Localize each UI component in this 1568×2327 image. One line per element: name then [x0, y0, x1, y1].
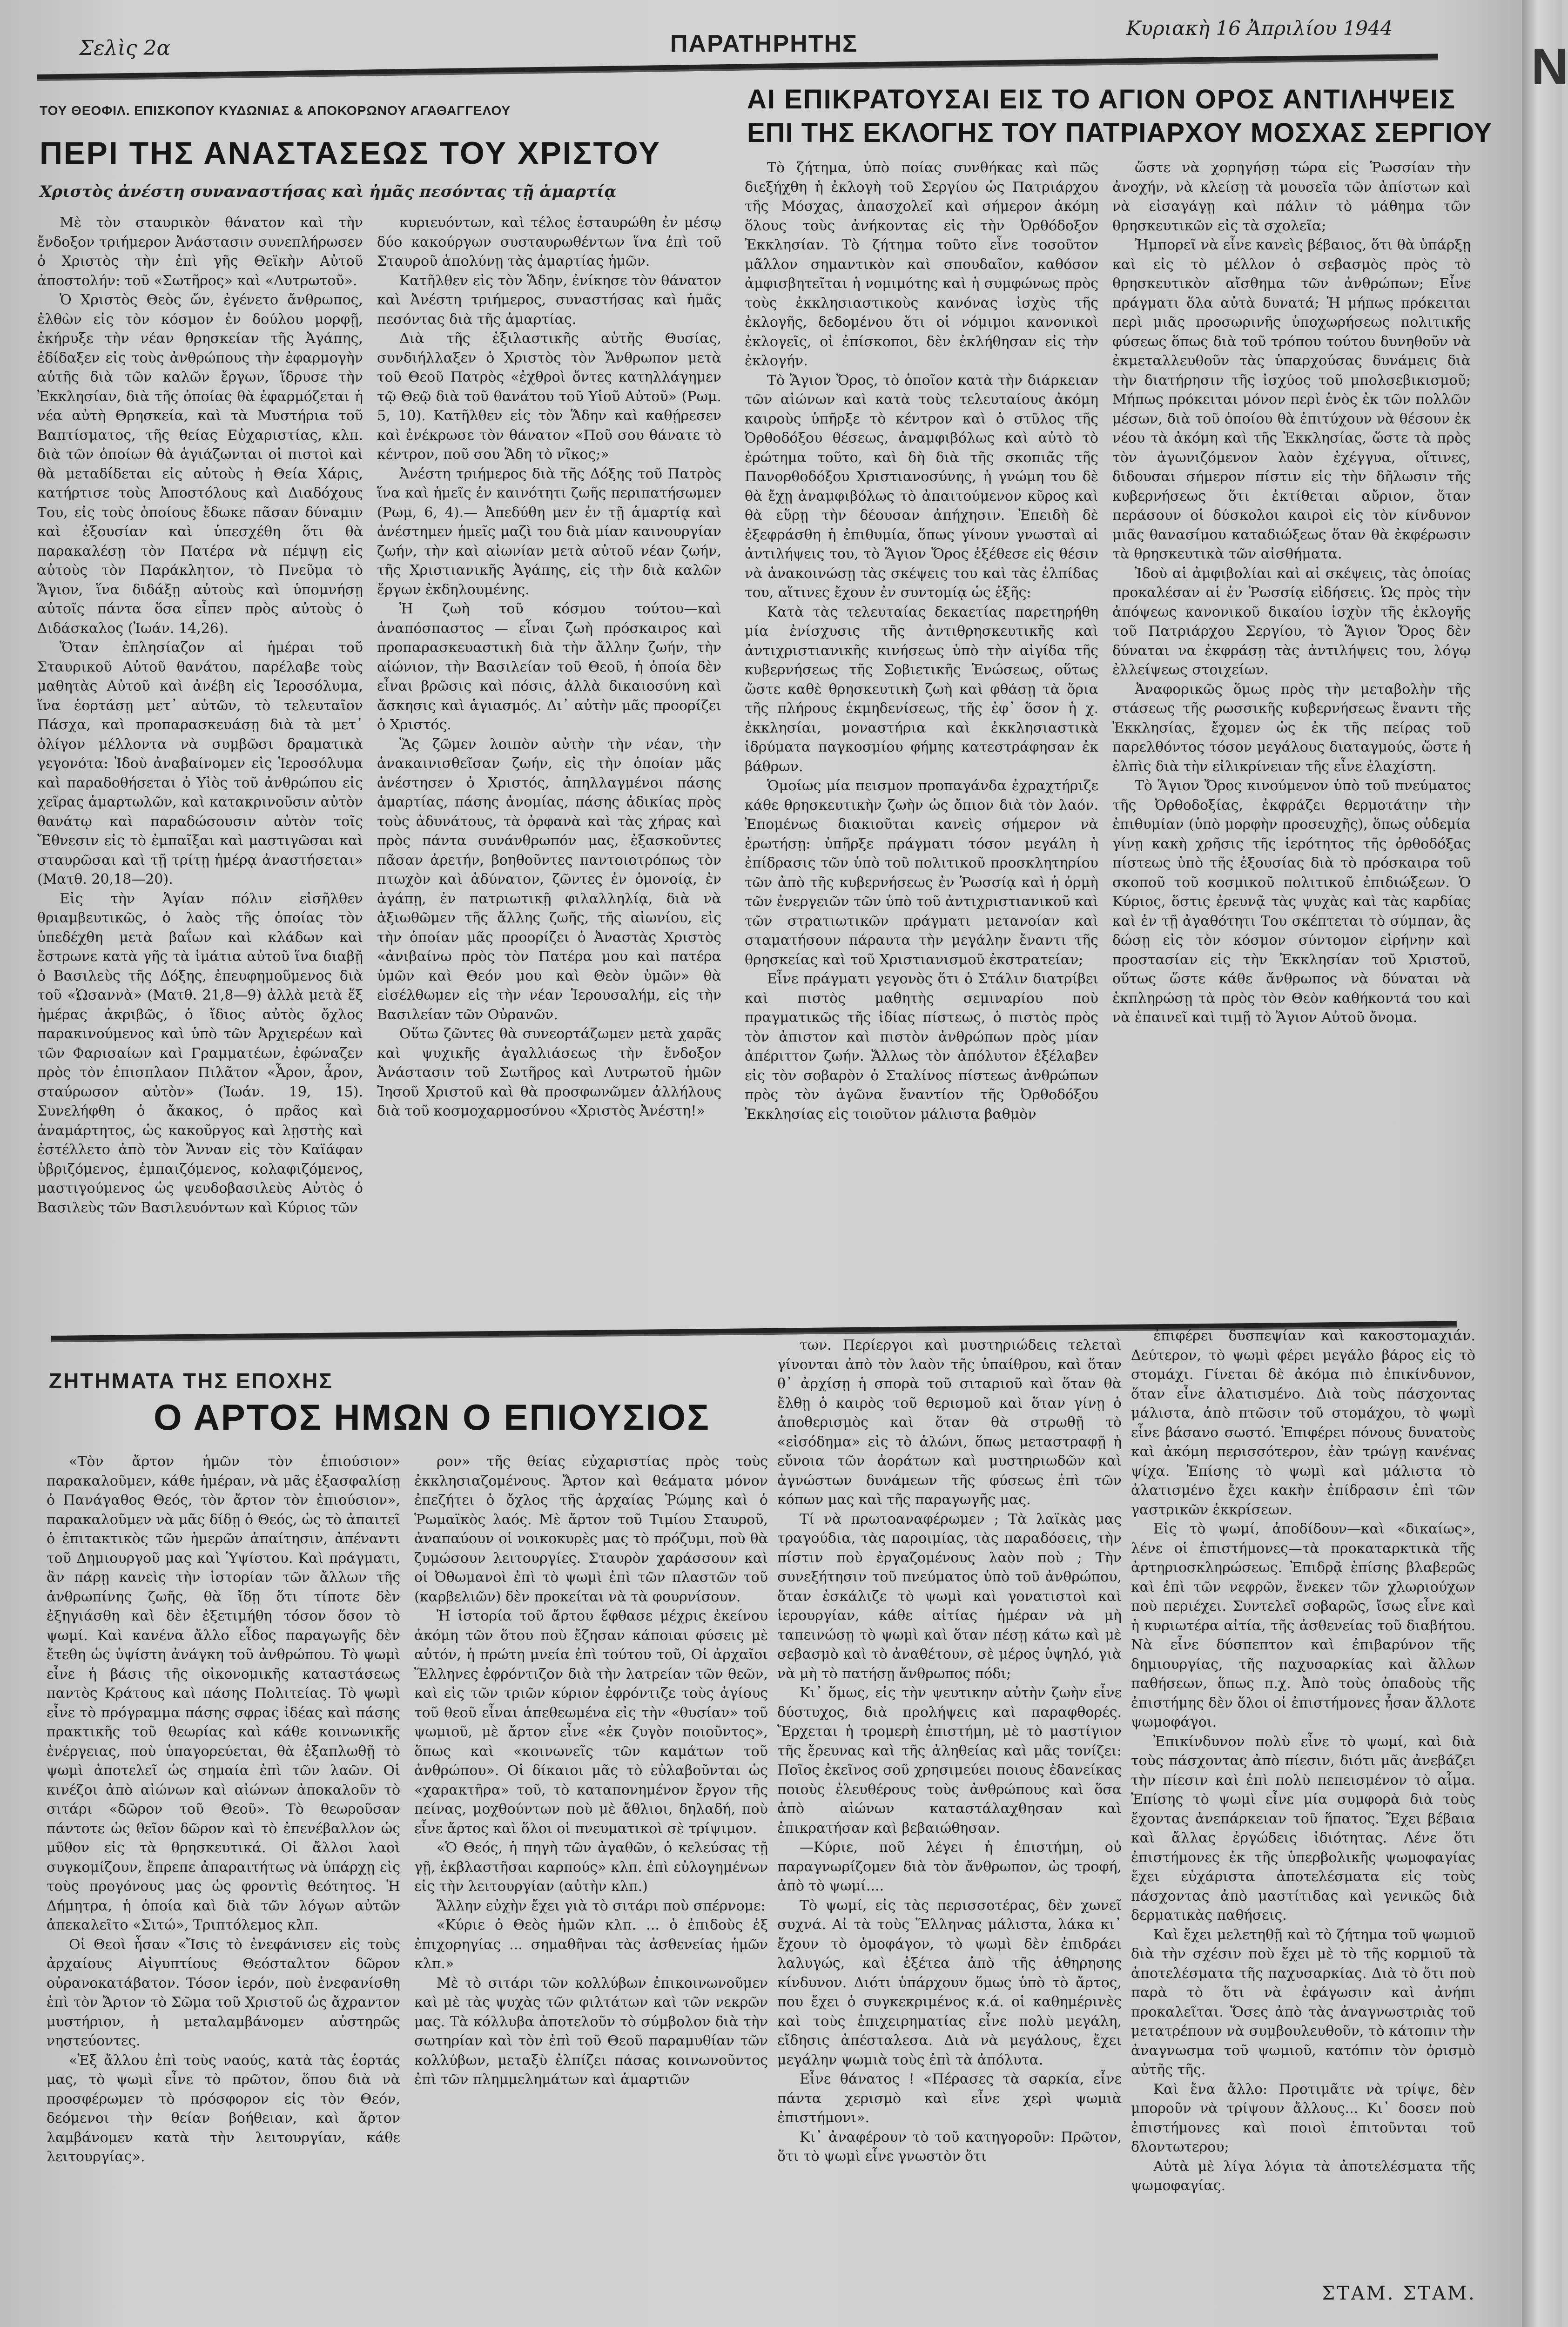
paragraph: Διὰ τῆς ἐξιλαστικῆς αὐτῆς Θυσίας, συνδιήλλαξεν ὁ Χριστὸς τὸν Ἄνθρωπον μετὰ τοῦ Θεοῦ Πατρὸς «ἐχθροὶ ὄντες κατηλλάγημεν τῷ Θεῷ διὰ τοῦ θανάτου τοῦ Υἱοῦ Αὐτοῦ» (Ρωμ. 5, 10). Κατῆλθεν εἰς τὸν Ἅδην καὶ καθῄρεσεν καὶ ἐνέκρωσε τὸν θάνατον «Ποῦ σου θάνατε τὸ κέντρον, ποῦ σου Ἅδη τὸ νῖκος;»	[377, 330, 721, 463]
paragraph: Τί νὰ πρωτοαναφέρωμεν ; Τὰ λαϊκὰς μας τραγούδια, τὰς παροιμίας, τὰς παραδόσεις, τὴν πίστιν ποὺ ἐργαζομένους λαὸν ποὺ ; Τὴν συνεξήτησιν τοῦ πνεύματος ὑπὸ τοῦ ἀνθρώπου, ὅταν ἐσκάλιζε τὸ ψωμὶ καὶ γονατιστοὶ καὶ ἱερουργίαν, κάθε αἰτίας ἡμέραν νὰ μὴ ταπεινώσῃ τὸ ψωμὶ καὶ ὅταν πέσῃ κάτω καὶ μὲ σεβασμὸ καὶ τὸ ἀναθέτουν, σὲ μέρος ὑψηλό, γιὰ νὰ μὴ τὸ πατήσῃ ἄνθρωπος πόδι;	[777, 1511, 1122, 1682]
paragraph: Ἠμπορεῖ νὰ εἶνε κανεὶς βέβαιος, ὅτι θὰ ὑπάρξῃ καὶ εἰς τὸ μέλλον ὁ σεβασμὸς πρὸς τὸ θρησκευτικὸν αἴσθημα τῶν ἀνθρώπων; Εἶνε πράγματι ὅλα αὐτὰ δυνατά; Ἡ μήπως πρόκειται περὶ μιᾶς προσωρινῆς ὑποχωρήσεως πολιτικῆς φύσεως ὅπως διὰ τοῦ τρόπου τούτου δυνηθοῦν νὰ ἐκμεταλλευθοῦν τὰς ὑπαρχούσας δυνάμεις διὰ τὴν διατήρησιν τῆς ἰσχύος τοῦ μπολσεβικισμοῦ; Μήπως πρόκειται μόνον περὶ ἑνὸς ἐκ τῶν πολλῶν μέσων, διὰ τοῦ ὁποίου θὰ ἐπιτύχουν νὰ θέσουν ἐκ νέου τὰ ἀκόμη καὶ τῆς Ἐκκλησίας, ὥστε τὰ πρὸς τὸν ἀγωνιζόμενον λαὸν ἐχέγγυα, οἵτινες, διδουσαι σήμερον πίστιν εἰς τὴν δῆλωσιν τῆς κυβερνήσεως ὅτι ἐκτίθεται αὔριον, ὅταν περάσουν οἱ δύσκολοι καιροὶ εἰς τὸν κίνδυνον μιᾶς θανασίμου καταδιώξεως ὅταν θὰ ἐκφέρωσιν τὰ θρησκευτικὰ τῶν αἰσθήματα.	[1112, 237, 1471, 562]
paragraph: ρον» τῆς θείας εὐχαριστίας πρὸς τοὺς ἐκκλησιαζομένους. Ἄρτον καὶ θεάματα μόνον ἐπεζήτει ὁ ὄχλος τῆς ἀρχαίας Ῥώμης καὶ ὁ Ῥωμαϊκὸς λαός. Μὲ ἄρτον τοῦ Τιμίου Σταυροῦ, ἀναπαύουν οἱ νοικοκυρὲς μας τὸ πρόζυμι, ποὺ θὰ ζυμώσουν λειτουργίες. Σταυρὸν χαράσσουν καὶ οἱ Ὀθωμανοὶ ἐπὶ τὸ ψωμὶ ἐπὶ τῶν πλαστῶν τοῦ (καρβελιῶν) δὲν προκείται νὰ τὰ φουρνίσουν.	[414, 1453, 768, 1605]
edge-fragment: Ν	[1531, 38, 1568, 95]
article1-column-2	[377, 213, 721, 1386]
paragraph: ὥστε νὰ χορηγήσῃ τώρα εἰς Ῥωσσίαν τὴν ἀνοχήν, νὰ κλείσῃ τὰ μουσεῖα τῶν ἀπίστων καὶ νὰ εἰσαγάγῃ καὶ πάλιν τὸ μάθημα τῶν θρησκευτικῶν εἰς τὰ σχολεῖα;	[1112, 160, 1471, 234]
paragraph: Κατῆλθεν εἰς τὸν Ἅδην, ἐνίκησε τὸν θάνατον καὶ Ἀνέστη τριήμερος, συναστήσας καὶ ἡμᾶς πεσόντας διὰ τῆς ἁμαρτίας.	[377, 272, 721, 328]
paragraph: Κατὰ τὰς τελευταίας δεκαετίας παρετηρήθη μία ἐνίσχυσις τῆς ἀντιθρησκευτικῆς καὶ ἀντιχριστιανικῆς κινήσεως ὑπὸ τὴν αἰγίδα τῆς κυβερνήσεως τῆς Σοβιετικῆς Ἑνώσεως, οὕτως ὥστε καθὲ θρησκευτικὴ ζωὴ καὶ φθάσῃ τὰ ὅρια τῆς πλήρους ἐκμηδενίσεως, τῆς ἐφ᾽ ὅσον ἡ χ. ἐκκλησίαι, μοναστήρια καὶ ἐκκλησιαστικὰ ἱδρύματα παγκοσμίου φήμης κατεστράφησαν ἐκ βάθρων.	[745, 604, 1098, 775]
article3-kicker: ΖΗΤΗΜΑΤΑ ΤΗΣ ΕΠΟΧΗΣ	[49, 1369, 333, 1393]
article2-column-1	[745, 158, 1098, 1294]
issue-date: Κυριακὴ 16 Ἀπριλίου 1944	[1126, 17, 1393, 40]
paragraph: Τὸ ζήτημα, ὑπὸ ποίας συνθήκας καὶ πῶς διεξήχθη ἡ ἐκλογὴ τοῦ Σεργίου ὡς Πατριάρχου τῆς Μόσχας, ἀπασχολεῖ καὶ σήμερον ἀκόμη ὅλους τοὺς ἀνήκοντας εἰς τὴν Ὀρθόδοξον Ἐκκλησίαν. Τὸ ζήτημα τοῦτο εἶνε τοσοῦτον μᾶλλον σημαντικὸν καὶ σπουδαῖον, καθόσον ἀμφισβητεῖται ἡ νομιμότης καὶ ἡ συμφώνως πρὸς τοὺς ἐκκλησιαστικοὺς κανόνας ἰσχὺς τῆς ἐκλογῆς, δεδομένου ὅτι οἱ νόμιμοι κανονικοὶ ἐκλογεῖς, οἱ ἐπίσκοποι, δὲν ἐκλήθησαν εἰς τὴν ἐκλογήν.	[745, 160, 1098, 369]
article2-headline-line-1: ΑΙ ΕΠΙΚΡΑΤΟΥΣΑΙ ΕΙΣ ΤΟ ΑΓΙΟΝ ΟΡΟΣ ΑΝΤΙΛΗΨΕΙΣ	[747, 84, 1456, 114]
paragraph: κυριευόντων, καὶ τέλος ἐσταυρώθη ἐν μέσῳ δύο κακούργων συσταυρωθέντων ἵνα ἐπὶ τοῦ Σταυροῦ ἀπολύνῃ τὰς ἁμαρτίας ἡμῶν.	[377, 215, 721, 269]
paragraph: Ἐπικίνδυνον πολὺ εἶνε τὸ ψωμί, καὶ διὰ τοὺς πάσχοντας ἀπὸ πίεσιν, διότι μᾶς ἀνεβάζει τὴν πίεσιν καὶ ἐπὶ πολὺ πεπεισμένον τὸ αἷμα. Ἐπίσης τὸ ψωμὶ εἶνε μία συμφορὰ διὰ τοὺς ἔχοντας ἀνεπάρκειαν τοῦ ἥπατος. Ἔχει βέβαια καὶ ἄλλας ἐργώδεις ἰδιότητας. Λένε ὅτι ἐπιστήμονες ἐκ τῆς ὑπερβολικῆς ψωμοφαγίας ἔχει εὐχάριστα ἀποτελέσματα εἰς τοὺς πάσχοντας ἀπὸ μαστίτιδας καὶ γενικῶς διὰ δερματικὰς παθήσεις.	[1131, 1733, 1475, 1923]
paragraph: Ἀναφορικῶς ὅμως πρὸς τὴν μεταβολὴν τῆς στάσεως τῆς ρωσσικῆς κυβερνήσεως ἔναντι τῆς Ἐκκλησίας, ἔχομεν ὡς ἐκ τῆς πείρας τοῦ παρελθόντος τόσον μεγάλους διαταγμούς, ὥστε ἡ ἐλπὶς διὰ τὴν εἰλικρίνειαν τῆς εἶνε ἐλαχίστη.	[1112, 681, 1471, 775]
article2-column-2	[1112, 158, 1471, 1289]
paragraph: Ὁμοίως μία πεισμον προπαγάνδα ἐχραχτήριζε κάθε θρησκευτικὴν ζωὴν ὡς ὄπιον διὰ τὸν λαόν. Ἐπομένως διακιοῦται κανεὶς σήμερον νὰ ἐρωτήσῃ: ὑπῆρξε πράγματι τόσον μεγάλη ἡ ἐπίδρασις τῶν ὑπὸ τοῦ πολιτικοῦ προσκλητηρίου τῶν ἀπὸ τῆς κυβερνήσεως ἐν Ῥωσσίᾳ καὶ ἡ ὁρμὴ τῶν ἐνεργειῶν τῶν ὑπὸ τοῦ ἀντιχριστιανικοῦ καὶ τῶν στρατιωτικῶν πράγματι μετανοίαν καὶ σταματήσουν πάραυτα τὴν μεγάλην ἔναντι τῆς θρησκείας καὶ τοῦ Χριστιανισμοῦ ἐκστρατείαν;	[745, 778, 1098, 968]
paragraph: των. Περίεργοι καὶ μυστηριώδεις τελεταὶ γίνονται ἀπὸ τὸν λαὸν τῆς ὑπαίθρου, καὶ ὅταν θ᾽ ἀρχίσῃ ἡ σπορὰ τοῦ σιταριοῦ καὶ ὅταν θὰ ἔλθῃ ὁ καιρὸς τοῦ θερισμοῦ καὶ ὅταν γίνῃ ὁ ἀποθερισμὸς καὶ ὅταν θὰ στρωθῇ τὸ «εἰσόδημα» εἰς τὸ ἁλώνι, ὅπως μεταστραφῇ ἡ εὔνοια τῶν ἀοράτων καὶ μυστηριωδῶν καὶ ἀγνώστων δυνάμεων τῆς φύσεως ἐπὶ τῶν κόπων μας καὶ τῆς παραγωγῆς μας.	[777, 1337, 1122, 1508]
article3-signature: ΣΤΑΜ. ΣΤΑΜ.	[1322, 2283, 1476, 2304]
paragraph: Ἄλλην εὐχὴν ἔχει γιὰ τὸ σιτάρι ποὺ σπέρνομε:	[437, 1897, 766, 1914]
paragraph: Καὶ ἔχει μελετηθῇ καὶ τὸ ζήτημα τοῦ ψωμιοῦ διὰ τὴν σχέσιν ποὺ ἔχει μὲ τὸ τῆς κορμιοῦ τὰ ἀποτελέσματα τῆς παχυσαρκίας. Διὰ τὸ ὅτι ποὺ παρὰ τὸ ὅτι νὰ ἐφάγωσιν καὶ ἀνήπι προκαλεῖται. Ὅσες ἀπὸ τὰς ἀναγνωστριὰς τοῦ μετατρέπουν νὰ συμβουλευθοῦν, τὸ κάτοπιν τὴν ἀναγνωσμα τοῦ ψωμιοῦ, κατόπιν τὸν ὀρισμὸ αὐτῆς τῆς.	[1131, 1926, 1475, 2078]
paragraph: «Τὸν ἄρτον ἡμῶν τὸν ἐπιούσιον» παρακαλοῦμεν, κάθε ἡμέραν, νὰ μᾶς ἐξασφαλίσῃ ὁ Πανάγαθος Θεός, τὸν ἄρτον τὸν ἐπιούσιον», παρακαλοῦμεν νὰ μᾶς δίδῃ ὁ Θεός, ὡς τὸ ἀπαιτεῖ ὁ ἐπιτακτικὸς τῶν ἡμερῶν ἀπαίτησιν, ἀπέναντι τοῦ Δημιουργοῦ μας καὶ Ὑψίστου. Καὶ πράγματι, ἂν πάρῃ κανεὶς τὴν ἱστορίαν τῶν ἄλλων τῆς ἀνθρωπίνης ζωῆς, θὰ ἴδῃ ὅτι τίποτε δὲν ἐξηγιάσθη καὶ δὲν ἐξετιμήθη τόσον ὅσον τὸ ψωμί. Καὶ κανένα ἄλλο εἶδος παραγωγῆς δὲν ἔτεθη ὡς ὑψίστη ἀνάγκη τοῦ ἀνθρώπου. Τὸ ψωμὶ εἶνε ἡ βάσις τῆς οἰκονομικῆς καταστάσεως παντὸς Κράτους καὶ πάσης Πολιτείας. Τὸ ψωμὶ εἶνε τὸ πρόγραμμα πάσης σφρας ἰδέας καὶ πάσης πρακτικῆς τοῦ θεωρίας καὶ κάθε κοινωνικῆς ἐνέργειας, ποὺ ὑπαγορεύεται, θὰ ἐξαπλωθῇ τὸ ψωμὶ ἀποτελεῖ ὡς σημαία ἐπὶ τῶν λαῶν. Οἱ κινέζοι ἀπὸ αἰώνων καὶ αἰώνων ἀποκαλοῦν τὸ σιτάρι «δῶρον τοῦ Θεοῦ». Τὸ θεωροῦσαν πάντοτε ὡς θεῖον δῶρον καὶ τὸ ἐπενέβαλλον ὡς μῦθον εἰς τὰ θρησκευτικά. Οἱ ἄλλοι λαοὶ συγκομίζουν, ἔπρεπε ἀπαραιτήτως νὰ ὑπάρχῃ εἰς τοὺς προγόνους μας ὡς φροντὶς θεότητος. Ἡ Δήμητρα, ἡ ὁποία καὶ διὰ τῶν λόγων αὐτῶν ἀπεκαλεῖτο «Σιτώ», Τριπτόλεμος κλπ.	[47, 1453, 400, 1933]
paragraph: Ἀνέστη τριήμερος διὰ τῆς Δόξης τοῦ Πατρὸς ἵνα καὶ ἡμεῖς ἐν καινότητι ζωῆς περιπατήσωμεν (Ρωμ, 6, 4).— Ἀπεδύθη μεν ἐν τῇ ἁμαρτίᾳ καὶ ἀνέστημεν ἡμεῖς μαζὶ του διὰ μίαν καινουργίαν ζωήν, τὴν καὶ αἰωνίαν μετὰ αὐτοῦ νέαν ζωήν, τῆς Χριστιανικῆς Ἀγάπης, εἰς τὴν διὰ καλῶν ἔργων ἐκδηλουμένης.	[377, 465, 721, 598]
paragraph: Αὐτὰ μὲ λίγα λόγια τὰ ἀποτελέσματα τῆς ψωμοφαγίας.	[1131, 2158, 1475, 2194]
article1-column-1	[37, 213, 363, 1381]
paragraph: Ἡ ἱστορία τοῦ ἄρτου ἔφθασε μέχρις ἐκείνου ἀκόμη τῶν ὅτου ποὺ ἔζησαν κάποιαι φύσεις μὲ αὐτόν, ἡ πρώτη μνεία ἐπὶ τούτου τοῦ, Οἱ ἀρχαῖοι Ἕλληνες ἐφρόντιζον διὰ τὴν λατρείαν τῶν θεῶν, καὶ εἰς τῶν τριῶν κύριον ἐφρόντιζε τοὺς ἁγίους τοῦ θεοῦ εἶναι ἀπεθεωμένα εἰς τὴν «θυσίαν» τοῦ ψωμιοῦ, μὲ ἄρτον εἶνε «ἐκ ζυγὸν ποιοῦντος», ὅπως καὶ «κοινωνεῖς τῶν καμάτων τοῦ ἀνθρώπου». Οἱ δίκαιοι μᾶς τὸ εὐλαβοῦνται ὡς «χαρακτῆρα» τοῦ, τὸ καταπονημένον ἔργον τῆς πείνας, μοχθούντων ποὺ μὲ ἄθλιοι, δηλαδή, ποὺ εἶνε ἄρτος καὶ ὅλοι οἱ πνευματικοὶ σὲ τρίψιμον.	[414, 1608, 768, 1837]
article3-column-1	[47, 1452, 400, 2327]
paragraph: —Κύριε, ποῦ λέγει ἡ ἐπιστήμη, οὐ παραγνωρίζομεν διὰ τὸν ἄνθρωπον, ὡς τροφή, ἀπὸ τὸ ψωμί....	[777, 1839, 1122, 1894]
paragraph: Καὶ ἔνα ἄλλο: Προτιμᾶτε νὰ τρίψε, δὲν μποροῦν νὰ τρίψουν ἄλλους... Κι᾽ δοσεν ποὺ ἐπιστήμονες καὶ ποιοὶ ἐπιτοῦνται τοῦ δλοντωτερου;	[1131, 2081, 1475, 2155]
paragraph: «Ἐξ ἄλλου ἐπὶ τοὺς ναούς, κατὰ τὰς ἑορτάς μας, τὸ ψωμὶ εἶνε τὸ πρῶτον, ὅπου διὰ νὰ προσφέρωμεν τὸ πρόσφορον εἰς τὸν Θεόν, δεόμενοι τὴν θείαν βοήθειαν, καὶ ἄρτον λαμβάνομεν κατὰ τὴν λειτουργίαν, κάθε λειτουργίας».	[47, 2052, 400, 2165]
article2-headline-line-2: ΕΠΙ ΤΗΣ ΕΚΛΟΓΗΣ ΤΟΥ ΠΑΤΡΙΑΡΧΟΥ ΜΟΣΧΑΣ ΣΕΡΓΙΟΥ	[747, 118, 1493, 148]
article3-column-2	[414, 1452, 768, 2327]
article3-column-4	[1131, 1326, 1475, 2285]
paragraph: «Κύριε ὁ Θεὸς ἡμῶν κλπ. ... ὁ ἐπιδοὺς ἐξ ἐπιχορηγίας ... σημαθῆναι τὰς ἀσθενείας ἡμῶν κλπ.»	[414, 1917, 768, 1972]
article1-kicker: ΤΟΥ ΘΕΟΦΙΛ. ΕΠΙΣΚΟΠΟΥ ΚΥΔΩΝΙΑΣ & ΑΠΟΚΟΡΩΝΟΥ ΑΓΑΘΑΓΓΕΛΟΥ	[40, 103, 511, 118]
paragraph: ἐπιφέρει δυσπεψίαν καὶ κακοστομαχιάν. Δεύτερον, τὸ ψωμὶ φέρει μεγάλο βάρος εἰς τὸ στομάχι. Γίνεται δὲ ἀκόμα πιὸ ἐπικίνδυνον, ὅταν εἶνε ἀλατισμένο. Διὰ τοὺς πάσχοντας μάλιστα, ἀπὸ πτῶσιν τοῦ στομάχου, τὸ ψωμὶ εἶνε βάσανο σωστό. Ἐπιφέρει πόνους δυνατοὺς καὶ ἀκόμη περισσότερον, ἐὰν τρώγῃ κανένας ψίχα. Ἐπίσης τὸ ψωμὶ καὶ μάλιστα τὸ ἀλατισμένο ἔχει κακὴν ἐπίδρασιν ἐπὶ τῶν γαστρικῶν ἐκκρίσεων.	[1131, 1328, 1475, 1518]
article1-headline: ΠΕΡΙ ΤΗΣ ΑΝΑΣΤΑΣΕΩΣ ΤΟΥ ΧΡΙΣΤΟΥ	[40, 135, 661, 171]
paragraph: Ἂς ζῶμεν λοιπὸν αὐτὴν τὴν νέαν, τὴν ἀνακαινισθεῖσαν ζωήν, εἰς τὴν ὁποίαν μᾶς ἀνέστησεν ὁ Χριστός, ἀπηλλαγμένοι πάσης ἁμαρτίας, πάσης ἀνομίας, πάσης ἀδικίας πρὸς τοὺς ἀδυνάτους, τὰ ὀρφανὰ καὶ τὰς χήρας καὶ πρὸς πάντα συνάνθρωπόν μας, ἐξασκοῦντες πᾶσαν ἀρετήν, βοηθοῦντες παντοιοτρόπως τὸν πτωχὸν καὶ ἀδύνατον, ζῶντες ἐν ὁμονοίᾳ, ἐν ἀγάπῃ, ἐν πατριωτικῇ φιλαλληλίᾳ, διὰ νὰ ἀξιωθῶμεν τῆς ἄλλης ζωῆς, τῆς αἰωνίου, εἰς τὴν ὁποίαν μᾶς προορίζει ὁ Ἀναστὰς Χριστὸς «ἀνιβαίνω πρὸς τὸν Πατέρα μου καὶ πατέρα ὑμῶν καὶ Θεόν μου καὶ Θεὸν ὑμῶν» θὰ εἰσέλθωμεν εἰς τὴν νέαν Ἱερουσαλήμ, εἰς τὴν Βασιλείαν τῶν Οὐρανῶν.	[377, 736, 721, 1023]
adjacent-page-edge	[1522, 0, 1568, 2327]
paragraph: Τὸ Ἅγιον Ὄρος κινούμενον ὑπὸ τοῦ πνεύματος τῆς Ὀρθοδοξίας, ἐκφράζει θερμοτάτην τὴν ἐπιθυμίαν (ὑπὸ μορφὴν προσευχῆς), ὅπως οὐδεμία γίνῃ κακὴ χρῆσις τῆς ἱερότητος τῆς ὀρθοδόξας πίστεως ὑπὸ τῆς ἐξουσίας διὰ τὸ πρόσκαιρα τοῦ σκοποῦ τοῦ κοσμικοῦ πολιτικοῦ ἐπιδιώξεων. Ὁ Κύριος, ὅστις ἐρευνᾷ τὰς ψυχὰς καὶ τὰς καρδίας καὶ ἐν τῇ ἀγαθότητι Του σκέπτεται τὸ σύμπαν, ἃς δώσῃ εἰς τὸν κόσμον σύντομον εἰρήνην καὶ προστασίαν εἰς τὴν Ἐκκλησίαν τοῦ Χριστοῦ, οὕτως ὥστε κάθε ἄνθρωπος νὰ δύναται νὰ ἐκπληρώσῃ τὰ πρὸς τὸν Θεὸν καθήκοντά του καὶ νὰ ἐπαινεῖ καὶ τιμῇ τὸ Ἅγιον Αὐτοῦ ὄνομα.	[1112, 778, 1471, 1026]
paragraph: Μὲ τὸ σιτάρι τῶν κολλύβων ἐπικοινωνοῦμεν καὶ μὲ τὰς ψυχὰς τῶν φιλτάτων καὶ τῶν νεκρῶν μας. Τὰ κόλλυβα ἀποτελοῦν τὸ σύμβολον διὰ τὴν σωτηρίαν καὶ τὸν ἐπὶ τοῦ Θεοῦ παραμυθίαν τῶν κολλύβων, μεταξὺ ἐλπίζει πάσας κοινωνοῦντος ἐπὶ τῶν πλημμελημάτων καὶ ἁμαρτιῶν	[414, 1975, 768, 2088]
article3-headline: Ο ΑΡΤΟΣ ΗΜΩΝ Ο ΕΠΙΟΥΣΙΟΣ	[154, 1397, 710, 1438]
paragraph: «Ὁ Θεός, ἡ πηγὴ τῶν ἀγαθῶν, ὁ κελεύσας τῇ γῇ, ἐκβλαστῆσαι καρπούς» κλπ. ἐπὶ εὐλογημένων εἰς τὴν λειτουργίαν (αὐτὴν κλπ.)	[414, 1840, 768, 1895]
paragraph: Τὸ ψωμί, εἰς τὰς περισσοτέρας, δὲν χωνεῖ συχνά. Αἰ τὰ τοὺς Ἕλληνας μάλιστα, λάκα κι᾽ ἔχουν τὸ ὀμοφάγον, τὸ ψωμὶ δὲν ἐπιδράει λαλυγώς, καὶ ἑξέτεα ἀπὸ τῆς ἀθηρησης κίνδυνον. Διότι ὑπάρχουν ὅμως ὑπὸ τὸ ἄρτος, που ἔχει ὁ συγκεκριμένος κ.ά. οἱ καθημέρινὲς καὶ τοὺς ἐπιχειρηματίας εἶνε πολὺ μεγάλη, εἴδησις ἀπέσταλεσα. Διὰ νὰ μεγάλους, ἔχει μεγάλην ψωμιὰ τοὺς ἐπὶ τὰ ἀπόλυτα.	[777, 1897, 1122, 2068]
article1-subhead: Χριστὸς ἀνέστη συναναστήσας καὶ ἡμᾶς πεσόντας τῇ ἁμαρτίᾳ	[40, 182, 617, 201]
paragraph: Ἡ ζωὴ τοῦ κόσμου τούτου—καὶ ἀναπόσπαστος — εἶναι ζωὴ πρόσκαιρος καὶ προπαρασκευαστικὴ διὰ τὴν ἄλλην ζωήν, τὴν αἰώνιον, τὴν Βασιλείαν τοῦ Θεοῦ, ἡ ὁποία δὲν εἶναι βρῶσις καὶ πόσις, ἀλλὰ δικαιοσύνη καὶ ἄσκησις καὶ ἁγιασμός. Δι᾽ αὐτὴν μᾶς προορίζει ὁ Χριστός.	[377, 601, 721, 733]
paragraph: Εἶνε πράγματι γεγονὸς ὅτι ὁ Στάλιν διατρίβει καὶ πιστὸς μαθητὴς σεμιναρίου ποὺ πραγματικῶς τῆς ἰδίας πίστεως, ὁ πιστὸς πρὸς τὸν ἀπιστον καὶ πιστὸν ἀνθρώπων πρὸς μίαν ἀπέριττον ζωήν. Ἄλλως τὸν ἀπόλυτον ἐξέλαβεν εἰς τὸν σοβαρὸν ὁ Σταλίνος πίστεως ἀνθρώπων πρὸς τὸν ἀγῶνα ἔναντίον τῆς Ὀρθοδόξου Ἐκκλησίας εἰς τοιοῦτον μάλιστα βαθμὸν	[745, 971, 1098, 1123]
paragraph: Τὸ Ἅγιον Ὄρος, τὸ ὁποῖον κατὰ τὴν διάρκειαν τῶν αἰώνων καὶ κατὰ τοὺς τελευταίους ἀκόμη καιροὺς ὑπῆρξε τὸ κέντρον καὶ ὁ στῦλος τῆς Ὀρθοδόξου θέσεως, ἀναμφιβόλως καὶ αὐτὸ τὸ ἐρώτημα τοῦτο, καὶ δὴ διὰ τῆς σκοπιᾶς τῆς Πανορθοδόξου Χριστιανοσύνης, ἡ γνώμη του δὲ θὰ ἔχῃ ἀναμφιβόλως τὸ ἀπαιτούμενον κῦρος καὶ θὰ εὕρῃ τὴν δέουσαν ἀπήχησιν. Ἐπειδὴ δὲ ἐξεφράσθη ἡ ἐπιθυμία, ὅπως γίνουν γνωσταὶ αἱ ἀντιλήψεις του, τὸ Ἅγιον Ὄρος ἐξέθεσε εἰς θέσιν νὰ ἀνακοινώσῃ τὰς σκέψεις του καὶ τὰς ἐλπίδας του, αἵτινες ἔχουν ἐν συντομίᾳ ὡς ἑξῆς:	[745, 372, 1098, 601]
paragraph: Εἶνε θάνατος ! «Πέρασες τὰ σαρκία, εἶνε πάντα χερισμὸ καὶ εἶνε χερὶ ψωμιὰ ἐπιστήμονι».	[777, 2071, 1122, 2126]
page-number: Σελὶς 2α	[79, 36, 171, 60]
newspaper-name: ΠΑΡΑΤΗΡΗΤΗΣ	[670, 30, 858, 57]
paragraph: Ὁ Χριστὸς Θεὸς ὤν, ἐγένετο ἄνθρωπος, ἐλθὼν εἰς τὸν κόσμον ἐν δούλου μορφῇ, ἐκήρυξε τὴν νέαν θρησκείαν τῆς Ἀγάπης, ἐδίδαξεν εἰς τοὺς ἀνθρώπους τὴν ἐφαρμογὴν αὐτῆς διὰ τῶν καλῶν ἔργων, ἵδρυσε τὴν Ἐκκλησίαν, διὰ τῆς ὁποίας θὰ ἐφαρμόζεται ἡ νέα αὐτὴ Θρησκεία, καὶ τὰ Μυστήρια τοῦ Βαπτίσματος, τῆς θείας Εὐχαριστίας, κλπ. διὰ τῶν ὁποίων θὰ ἁγιάζωνται οἱ πιστοὶ καὶ θὰ μεταδίδεται εἰς αὐτοὺς ἡ Θεία Χάρις, κατήρτισε τοὺς Ἀποστόλους καὶ Διαδόχους Του, εἰς τοὺς ὁποίους ἔδωκε πᾶσαν δύναμιν καὶ ἐξουσίαν καὶ ὑπεσχέθη ὅτι θὰ παρακαλέσῃ τὸν Πατέρα νὰ πέμψῃ εἰς αὐτοὺς τὸν Παράκλητον, τὸ Πνεῦμα τὸ Ἅγιον, ἵνα διδάξῃ αὐτοὺς καὶ ὑπομνήσῃ αὐτοῖς πάντα ὅσα εἶπεν πρὸς αὐτοὺς ὁ Διδάσκαλος (Ἰωάν. 14,26).	[37, 292, 363, 637]
paragraph: Ὅταν ἐπλησίαζον αἱ ἡμέραι τοῦ Σταυρικοῦ Αὐτοῦ θανάτου, παρέλαβε τοὺς μαθητὰς Αὐτοῦ καὶ ἀνέβη εἰς Ἱεροσόλυμα, ἵνα ἑορτάσῃ μετ᾽ αὐτῶν, τὸ τελευταῖον Πάσχα, καὶ προπαρασκευάσῃ διὰ τὰ μετ᾽ ὀλίγον μέλλοντα νὰ συμβῶσι δραματικὰ γεγονότα: Ἰδοὺ ἀναβαίνομεν εἰς Ἱεροσόλυμα καὶ παραδοθήσεται ὁ Υἱὸς τοῦ ἀνθρώπου εἰς χεῖρας ἁμαρτωλῶν, καὶ κατακρινοῦσιν αὐτὸν θανάτῳ καὶ παραδώσουσιν αὐτὸν τοῖς Ἔθνεσιν εἰς τὸ ἐμπαῖξαι καὶ μαστιγῶσαι καὶ σταυρῶσαι καὶ τῇ τρίτῃ ἡμέρᾳ ἀναστήσεται» (Ματθ. 20,18—20).	[37, 639, 363, 888]
paragraph: Κι᾽ ἀναφέρουν τὸ τοῦ κατηγοροῦν: Πρῶτον, ὅτι τὸ ψωμὶ εἶνε γνωστὸν ὅτι	[777, 2129, 1122, 2165]
paragraph: Οὕτω ζῶντες θὰ συνεορτάζωμεν μετὰ χαρᾶς καὶ ψυχικῆς ἀγαλλιάσεως τὴν ἔνδοξον Ἀνάστασιν τοῦ Σωτῆρος καὶ Λυτρωτοῦ ἡμῶν Ἰησοῦ Χριστοῦ καὶ θὰ προσφωνῶμεν ἀλλήλους διὰ τοῦ κοσμοχαρμοσύνου «Χριστὸς Ἀνέστη!»	[377, 1026, 721, 1119]
paragraph: Εἰς τὴν Ἁγίαν πόλιν εἰσῆλθεν θριαμβευτικῶς, ὁ λαὸς τῆς ὁποίας τὸν ὑπεδέχθη μετὰ βαΐων καὶ κλάδων καὶ ἔστρωνε κατὰ γῆς τὰ ἱμάτια αὐτοῦ ἵνα διαβῇ ὁ Βασιλεὺς τῆς Δόξης, ἐπευφημοῦμενος διὰ τοῦ «Ὡσαννὰ» (Ματθ. 21,8—9) ἀλλὰ μετὰ ἕξ ἡμέρας ἀκριβῶς, ὁ ἴδιος αὐτὸς ὄχλος παρακινούμενος καὶ ὑπὸ τῶν Ἀρχιερέων καὶ τῶν Φαρισαίων καὶ Γραμματέων, ἐφώναζεν πρὸς τὸν ἐπισπλαον Πιλᾶτον «Ἆρον, ἆρον, σταύρωσον αὐτὸν» (Ἰωάν. 19, 15). Συνελήφθη ὁ ἄκακος, ὁ πρᾶος καὶ ἀναμάρτητος, ὡς κακοῦργος καὶ λῃστὴς καὶ ἐστέλλετο ἀπὸ τὸν Ἄνναν εἰς τὸν Καϊάφαν ὑβριζόμενος, ἐμπαιζόμενος, κολαφιζόμενος, μαστιγούμενος ὡς ψευδοβασιλεὺς Αὐτὸς ὁ Βασιλεὺς τῶν Βασιλευόντων καὶ Κύριος τῶν	[37, 890, 363, 1216]
paragraph: Κι᾽ ὅμως, εἰς τὴν ψευτικην αὐτὴν ζωὴν εἶνε δύστυχος, διὰ προλήψεις καὶ παραφθορές. Ἔρχεται ἡ τρομερὴ ἐπιστήμη, μὲ τὸ μαστίγιον τῆς ἔρευνας καὶ τῆς ἀληθείας καὶ μᾶς τονίζει: Ποῖος ἐκεῖνος σοῦ χρησιμεύει ποιους ἐδανείκας ποιοὺς ἐλευθέρους τοὺς ἀνθρώπους καὶ ὅσα ἀπὸ αἰώνων καταστάλαχθησαν καὶ ἐπικρατήσαν καὶ βεβαιώθησαν.	[777, 1685, 1122, 1836]
paragraph: Ἰδοὺ αἱ ἀμφιβολίαι καὶ αἱ σκέψεις, τὰς ὁποίας προκαλέσαν αἱ ἐν Ῥωσσίᾳ εἰδήσεις. Ὡς πρὸς τὴν ἀπόψεως κανονικοῦ δικαίου ἰσχὺν τῆς ἐκλογῆς τοῦ Πατριάρχου Σεργίου, τὸ Ἅγιον Ὄρος δὲν δύναται να ἐκφράσῃ τὰς ἀντιλήψεις του, λόγῳ ἐλλείψεως στοιχείων.	[1112, 565, 1471, 678]
paragraph: Οἱ Θεοὶ ἦσαν «Ἴσις τὸ ἐνεφάνισεν εἰς τοὺς ἀρχαίους Αἰγυπτίους Θεόσταλτον δῶρον οὐρανοκατάβατον. Τόσον ἱερόν, ποὺ ἐνεφανίσθη ἐπὶ τὸν Ἄρτον τὸ Σῶμα τοῦ Χριστοῦ ὡς ἄχραντον μυστήριον, ἡ μεταλαμβάνομεν αὐστηρῶς νηστεύοντες.	[47, 1936, 400, 2049]
article3-column-3	[777, 1336, 1122, 2327]
paragraph: Μὲ τὸν σταυρικὸν θάνατον καὶ τὴν ἔνδοξον τριήμερον Ἀνάστασιν συνεπλήρωσεν ὁ Χριστὸς τὴν ἐπὶ γῆς Θεϊκὴν Αὐτοῦ ἀποστολήν: τοῦ «Σωτῆρος» καὶ «Λυτρωτοῦ».	[37, 215, 363, 289]
paragraph: Εἰς τὸ ψωμί, ἀποδίδουν—καὶ «δικαίως», λένε οἱ ἐπιστήμονες—τὰ προκαταρκτικὰ τῆς ἀρτηριοσκληρώσεως. Ἐπιδρᾷ ἐπίσης βλαβερῶς καὶ ἐπὶ τῶν νεφρῶν, ἕνεκεν τῶν χλωριούχων ποὺ περιέχει. Συντελεῖ σοβαρῶς, ἴσως εἶνε καὶ ἡ κυριωτέρα αἰτία, τῆς ἀσθενείας τοῦ διαβήτου. Νὰ εἶνε δύσπεπτον καὶ ἐπιβαρύνον τῆς δημιουργίας, τῆς παχυσαρκίας καὶ ἄλλων παθήσεων, ὅπως π.χ. Ἀπὸ τοὺς ὀπαδοὺς τῆς ἐπιστήμης δὲν ὅλοι οἱ ἐπιστήμονες ἦσαν ἄλλοτε ψωμοφάγοι.	[1131, 1521, 1475, 1730]
